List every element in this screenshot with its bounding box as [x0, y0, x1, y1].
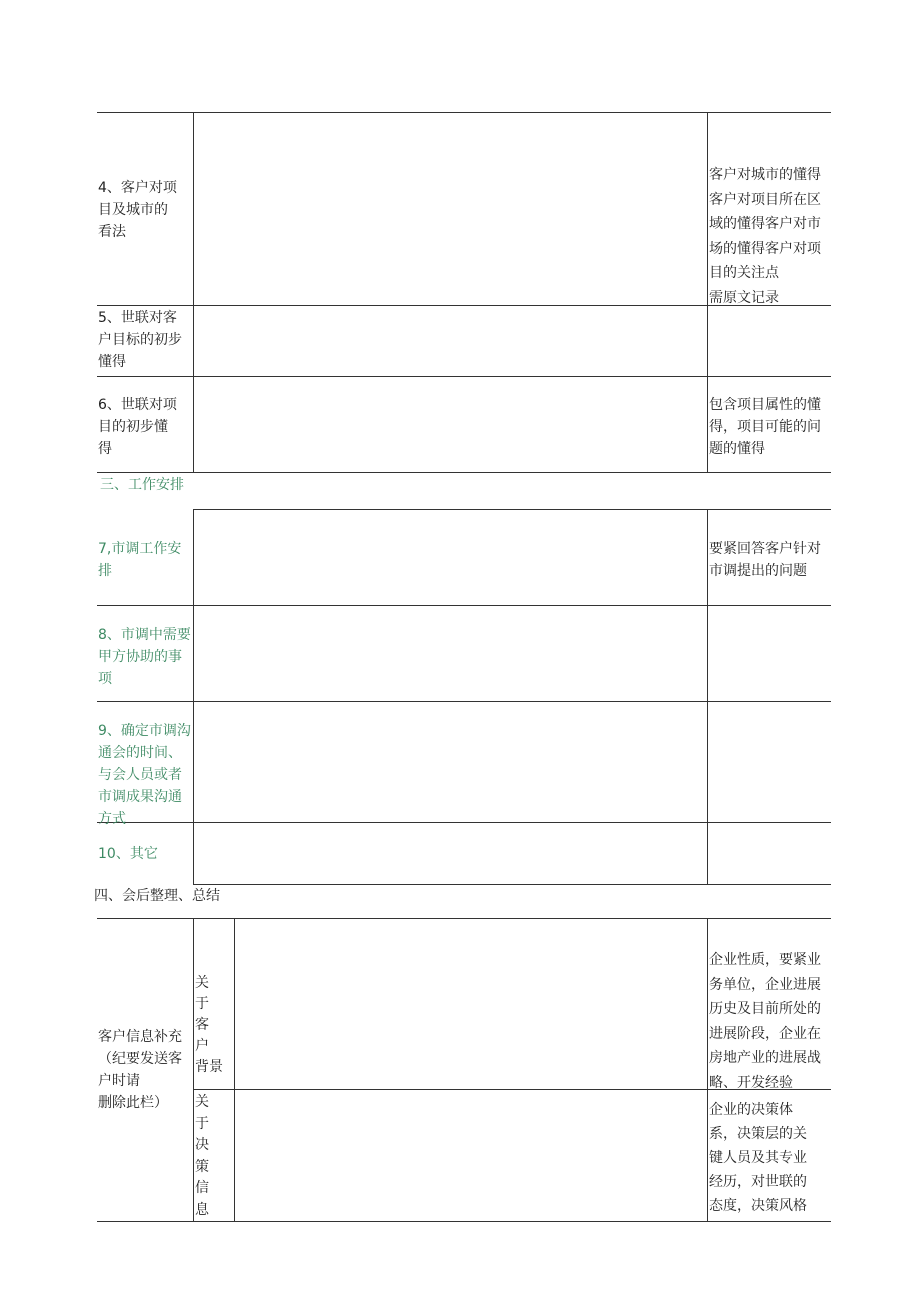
row-7-note: 要紧回答客户针对 市调提出的问题: [709, 541, 821, 579]
table2-bottom-rule: [193, 884, 831, 885]
table2-row-rule: [97, 701, 831, 702]
client-background-label: 关 于 客 户 背景: [195, 975, 223, 1075]
client-background-note: 企业性质，要紧业 务单位，企业进展 历史及目前所处的 进展阶段，企业在 房地产业的进展战 略、开发经验: [709, 952, 821, 1091]
table2-top-rule: [193, 509, 831, 510]
row-4-note: 客户对城市的懂得 客户对项目所在区 域的懂得客户对市 场的懂得客户对项 目的关注点 需原文记录: [709, 167, 821, 306]
table1-row-rule: [97, 376, 831, 377]
table2-row-rule: [97, 822, 831, 823]
row-7-label: 7,市调工作安 排: [98, 541, 182, 579]
table3-col-divider: [707, 918, 708, 1222]
row-8-label: 8、市调中需要 甲方协助的事 项: [98, 627, 191, 687]
table2-row-rule: [97, 605, 831, 606]
row-6-note: 包含项目属性的懂 得，项目可能的问 题的懂得: [709, 397, 821, 457]
table3-top-rule: [97, 918, 831, 919]
row-10-label: 10、其它: [98, 846, 158, 862]
table3-bottom-rule: [97, 1221, 831, 1222]
table2-col-divider: [707, 509, 708, 885]
row-4-label: 4、客户对项 目及城市的 看法: [98, 180, 177, 240]
row-6-label: 6、世联对项 目的初步懂 得: [98, 397, 177, 457]
table1-col-divider: [707, 112, 708, 473]
section4-title: 四、会后整理、总结: [94, 888, 220, 904]
section3-title: 三、工作安排: [100, 477, 184, 493]
row-5-label: 5、世联对客 户目标的初步 懂得: [98, 310, 182, 370]
decision-info-note: 企业的决策体 系，决策层的关 键人员及其专业 经历，对世联的 态度，决策风格: [709, 1102, 807, 1214]
row-9-label: 9、确定市调沟 通会的时间、 与会人员或者 市调成果沟通 方式: [98, 723, 191, 827]
decision-info-label: 关 于 决 策 信 息: [195, 1094, 209, 1218]
table1-bottom-rule: [97, 472, 831, 473]
client-info-group-label: 客户信息补充 （纪要发送客 户时请 删除此栏）: [98, 1029, 182, 1111]
table1-top-rule: [97, 112, 831, 113]
